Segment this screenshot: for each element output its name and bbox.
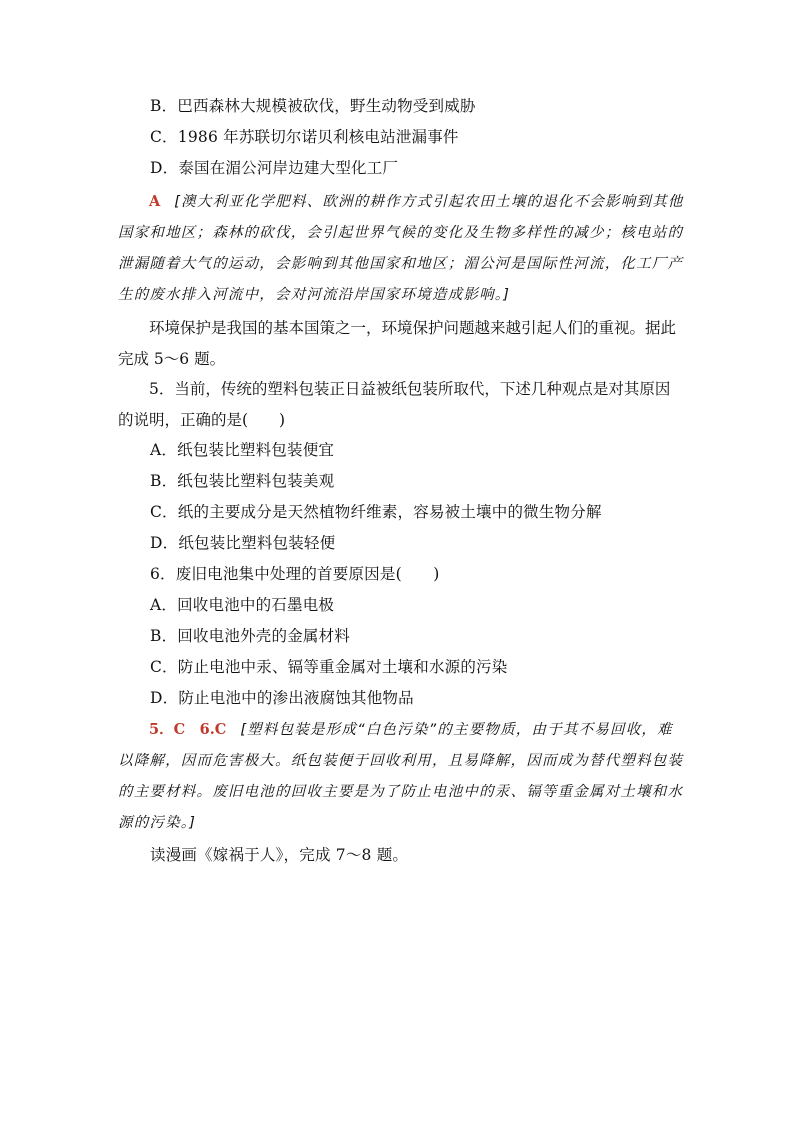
option-b-prev: B．巴西森林大规模被砍伐，野生动物受到威胁 [150,97,476,115]
answer-explanation-2: [塑料包装是形成“白色污染”的主要物质，由于其不易回收，难以降解，因而危害极大。纸包装便于回收利用，且易降解，因而成为替代塑料包装的主要材料。废旧电池的回收主要是为了防止电池中的汞、镉等重金属对土壤和水源的污染。] [118,722,684,831]
question-5-option-d: D．纸包装比塑料包装轻便 [150,534,336,552]
question-5-stem [118,374,678,436]
section-intro-5-6 [118,313,678,375]
question-5-option-c: C．纸的主要成分是天然植物纤维素，容易被土壤中的微生物分解 [150,503,602,521]
question-5-option-b: B．纸包装比塑料包装美观 [150,472,335,490]
answer-letter-2: 5．C 6.C [149,721,227,738]
question-6-option-d: D．防止电池中的渗出液腐蚀其他物品 [150,689,414,707]
question-6-option-b: B．回收电池外壳的金属材料 [150,627,350,645]
question-6-option-c: C．防止电池中汞、镉等重金属对土壤和水源的污染 [150,658,508,676]
question-6-option-a: A．回收电池中的石墨电极 [150,596,335,614]
question-5-option-a: A．纸包装比塑料包装便宜 [150,441,335,459]
option-c-prev: C．1986 年苏联切尔诺贝利核电站泄漏事件 [150,128,459,146]
answer-explanation-1: [澳大利亚化学肥料、欧洲的耕作方式引起农田土壤的退化不会影响到其他国家和地区；森林的砍伐，会引起世界气候的变化及生物多样性的减少；核电站的泄漏随着大气的运动，会影响到其他国家和地区；湄公河是国际性河流，化工厂产生的废水排入河流中，会对河流沿岸国家环境造成影响。] [118,194,684,303]
question-5-text: 5．当前，传统的塑料包装正日益被纸包装所取代，下述几种观点是对其原因的说明，正确的是( ) [118,380,671,429]
option-d-prev: D．泰国在湄公河岸边建大型化工厂 [150,159,399,177]
answer-letter-1: A [149,193,161,210]
section-intro-7-8: 读漫画《嫁祸于人》，完成 7～8 题。 [150,846,409,864]
question-6-stem: 6．废旧电池集中处理的首要原因是( ) [150,565,440,583]
answer-block-1 [118,186,686,311]
section-intro-text: 环境保护是我国的基本国策之一，环境保护问题越来越引起人们的重视。据此完成 5～6 题。 [118,319,677,368]
answer-block-2 [118,714,686,839]
